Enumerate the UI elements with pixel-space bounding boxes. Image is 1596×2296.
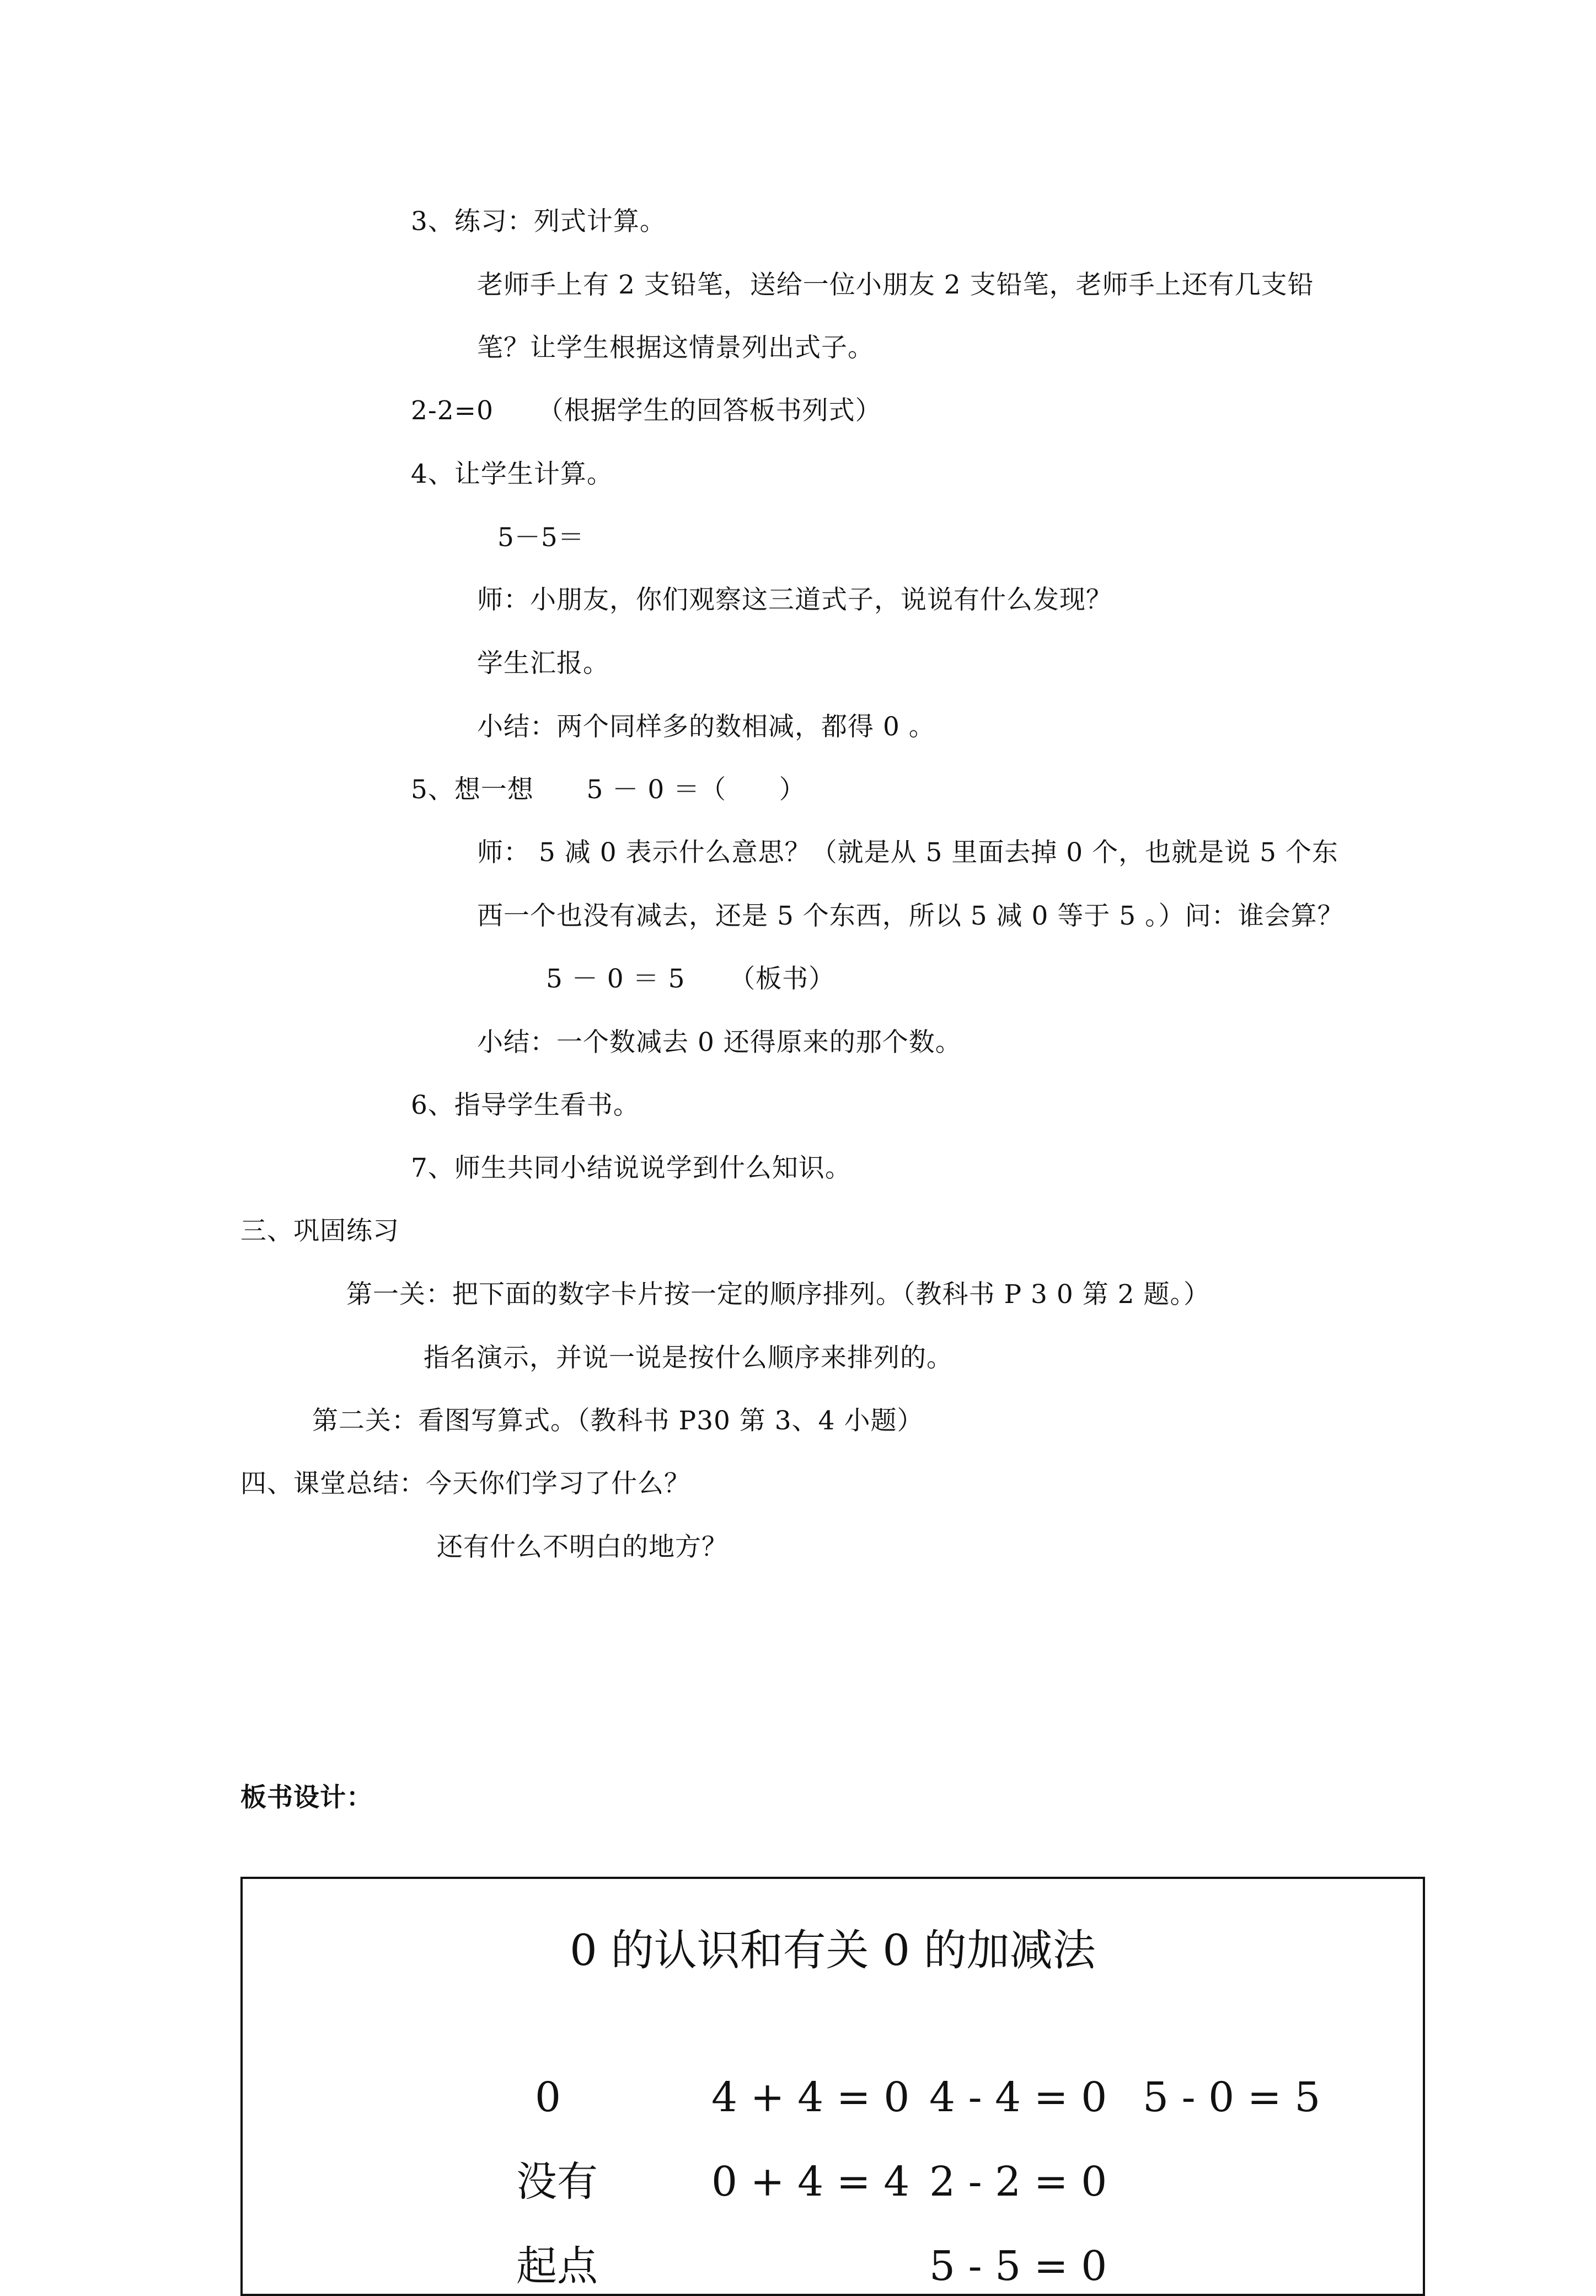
text-line: 7、师生共同小结说说学到什么知识。 [411,1153,851,1183]
text-line: 小结：两个同样多的数相减，都得 0 。 [477,712,935,742]
board-cell: 2 - 2 = 0 [929,2158,1107,2206]
text-line: 指名演示，并说一说是按什么顺序来排列的。 [424,1343,953,1373]
text-line: 5、想一想 5 － 0 ＝（ ） [411,775,806,805]
text-line: 学生汇报。 [477,648,609,679]
board-box [240,1877,1425,2296]
board-cell: 5 - 0 = 5 [1143,2074,1321,2121]
board-cell: 4 - 4 = 0 [929,2074,1107,2121]
board-cell: 起点 [516,2242,598,2290]
text-line: 第二关：看图写算式。（教科书 P30 第 3、4 小题） [312,1406,924,1436]
text-line: 师：小朋友，你们观察这三道式子，说说有什么发现？ [477,585,1112,615]
text-line: 5 － 0 ＝ 5 （板书） [546,964,836,994]
text-line: 3、练习：列式计算。 [411,206,666,237]
text-line: 4、让学生计算。 [411,459,613,489]
board-cell: 0 [535,2074,561,2121]
board-cell: 没有 [516,2158,598,2206]
text-line: 还有什么不明白的地方？ [437,1532,728,1562]
text-line: 5－5＝ [497,522,585,553]
text-line: 6、指导学生看书。 [411,1090,640,1120]
text-line: 师： 5 减 0 表示什么意思？（就是从 5 里面去掉 0 个，也就是说 5 个东 [477,837,1338,868]
text-line: 笔？让学生根据这情景列出式子。 [477,333,874,363]
text-line: 第一关：把下面的数字卡片按一定的顺序排列。（教科书 P 3 0 第 2 题。） [346,1279,1210,1310]
board-heading: 板书设计： [240,1782,373,1813]
text-line: 三、巩固练习 [240,1216,399,1246]
board-title: 0 的认识和有关 0 的加减法 [570,1926,1096,1975]
text-line: 西一个也没有减去，还是 5 个东西，所以 5 减 0 等于 5 。）问：谁会算？ [477,901,1344,931]
board-cell: 5 - 5 = 0 [929,2242,1107,2290]
text-line: 老师手上有 2 支铅笔，送给一位小朋友 2 支铅笔，老师手上还有几支铅 [477,270,1314,300]
text-line: 小结：一个数减去 0 还得原来的那个数。 [477,1027,962,1058]
board-cell: 0 + 4 = 4 [711,2158,910,2206]
text-line: 四、课堂总结：今天你们学习了什么？ [240,1469,690,1499]
board-cell: 4 + 4 = 0 [711,2074,910,2121]
text-line: 2-2=0 （根据学生的回答板书列式） [411,396,882,426]
